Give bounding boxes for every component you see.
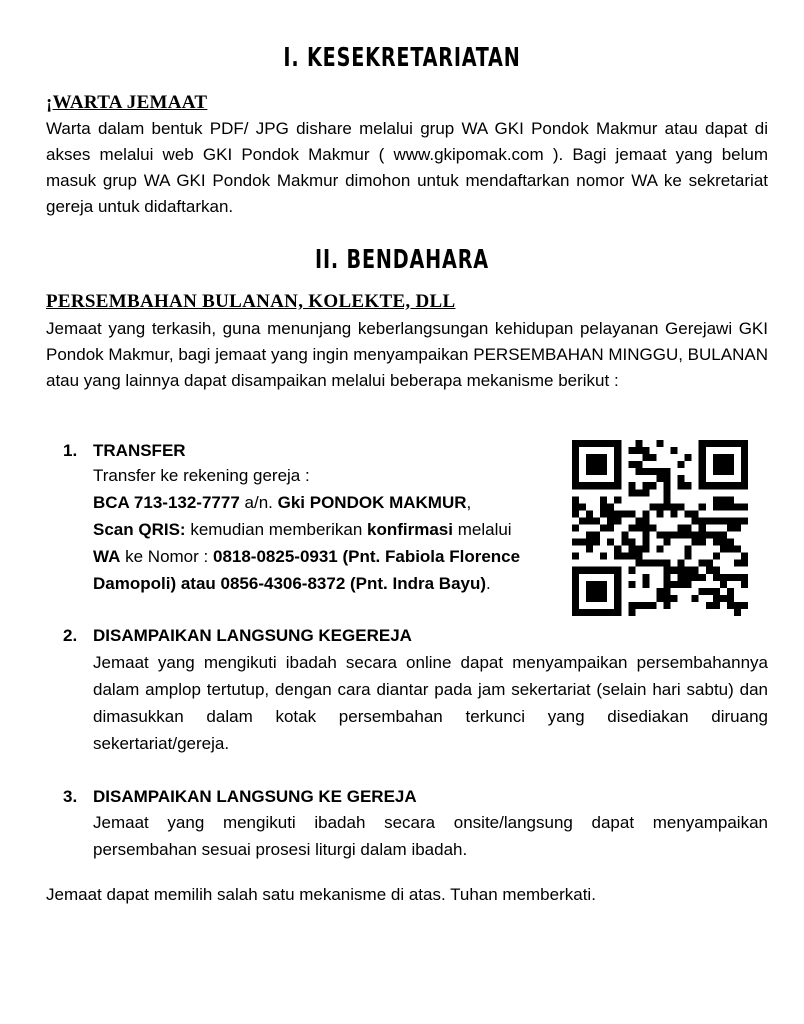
comma-text: , (466, 493, 472, 512)
item-1-body (93, 462, 563, 597)
contact-line-1: 0818-0825-0931 (Pnt. Fabiola Florence (212, 547, 521, 566)
item-1-line-5 (93, 570, 563, 597)
item-1-line-4 (93, 543, 563, 570)
section-title-bendahara: II. BENDAHARA (315, 245, 489, 275)
item-3-number: 3. (63, 787, 78, 806)
konfirmasi-text: konfirmasi (367, 520, 453, 539)
persembahan-paragraph: Jemaat yang terkasih, guna menunjang keberlangsungan kehidupan pelayanan Gerejawi GKI Pondok Makmur, bagi jemaat yang ingin menyampaikan PERSEMBAHAN MINGGU, BULANAN atau yang lainnya dapat disampaikan melalui beberapa mekanisme berikut : (46, 319, 768, 390)
item-3-body: Jemaat yang mengikuti ibadah secara onsite/langsung dapat menyampaikan persembahan sesuai prosesi liturgi dalam ibadah. (93, 813, 768, 859)
contact-line-2: Damopoli) atau 0856-4306-8372 (Pnt. Indra Bayu) (93, 574, 487, 593)
closing-text: Jemaat dapat memilih salah satu mekanisme di atas. Tuhan memberkati. (46, 885, 596, 904)
qris-qr-code-icon (572, 440, 748, 616)
item-2-title: DISAMPAIKAN LANGSUNG KEGEREJA (93, 626, 412, 645)
scan-qris-label: Scan QRIS: (93, 520, 186, 539)
item-1-title: TRANSFER (93, 441, 186, 460)
warta-paragraph: Warta dalam bentuk PDF/ JPG dishare melalui grup WA GKI Pondok Makmur atau dapat di akses melalui web GKI Pondok Makmur ( www.gkipomak.com ). Bagi jemaat yang belum masuk grup WA GKI Pondok Makmur dimohon untuk mendaftarkan nomor WA ke sekretariat gereja untuk didaftarkan. (46, 119, 768, 216)
wa-label: WA (93, 547, 121, 566)
melalui-text: melalui (453, 520, 512, 539)
item-3-title: DISAMPAIKAN LANGSUNG KE GEREJA (93, 787, 417, 806)
section-title-kesekretariatan: I. KESEKRETARIATAN (283, 43, 521, 73)
scan-rest-text: kemudian memberikan (185, 520, 368, 539)
item-1-line-3 (93, 516, 563, 543)
subheading-warta-jemaat: ¡WARTA JEMAAT (46, 92, 208, 113)
an-text: a/n. (239, 493, 278, 512)
subheading-persembahan: PERSEMBAHAN BULANAN, KOLEKTE, DLL (46, 291, 456, 312)
account-name: Gki PONDOK MAKMUR (277, 493, 467, 512)
item-1-number: 1. (63, 441, 78, 460)
item-1-line-1: Transfer ke rekening gereja : (93, 466, 310, 485)
bca-account-number: BCA 713-132-7777 (93, 493, 240, 512)
item-1-line-2 (93, 489, 563, 516)
item-2-body: Jemaat yang mengikuti ibadah secara online dapat menyampaikan persembahannya dalam amplop tertutup, dengan cara diantar pada jam sekertariat (selain hari sabtu) dan dimasukkan dalam kotak persembahan terkunci yang disediakan diruang sekertariat/gereja. (93, 653, 768, 753)
ke-nomor-text: ke Nomor : (120, 547, 213, 566)
period-text: . (486, 574, 491, 593)
item-2-number: 2. (63, 626, 78, 645)
